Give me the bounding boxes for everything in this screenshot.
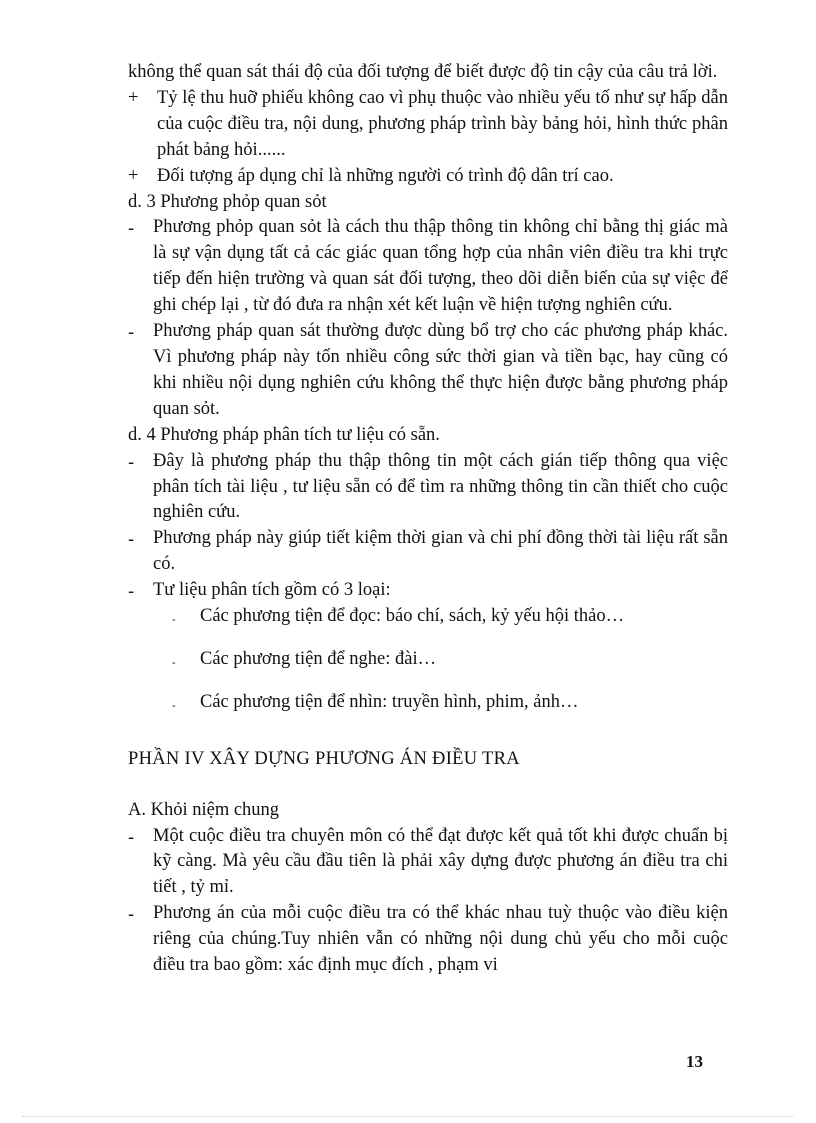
section-heading-d3: d. 3 Phương phỏp quan sỏt (128, 191, 327, 212)
sub-marker: - (172, 699, 176, 712)
sub-list-item-text: Các phương tiện để nghe: đài… (200, 648, 437, 669)
dash-marker: - (128, 825, 135, 847)
sub-list-item (128, 647, 728, 677)
sub-list-item (128, 604, 728, 634)
sub-list-item-text: Các phương tiện để nhìn: truyền hình, phim, ảnh… (200, 691, 579, 712)
section-heading-a: A. Khỏi niệm chung (128, 799, 280, 820)
page-number: 13 (686, 1052, 703, 1071)
list-item-text: Tư liệu phân tích gồm có 3 loại: (153, 580, 391, 601)
list-item-text: Phương án của mỗi cuộc điều tra có thể khác nhau tuỳ thuộc vào điều kiện riêng của chúng.Tuy nhiên vẫn có những nội dung chủ yếu cho mỗi cuộc điều tra bao gồm: xác định mục đích , phạm vi (153, 903, 728, 976)
list-item (128, 215, 728, 319)
list-item-text: Một cuộc điều tra chuyên môn có thể đạt được kết quả tốt khi được chuẩn bị kỹ càng. Mà yêu cầu đầu tiên là phải xây dựng được phương án điều tra chi tiết , tỷ mỉ. (153, 825, 728, 898)
plus-item-text: Tỷ lệ thu huỡ phiếu không cao vì phụ thuộc vào nhiều yếu tố như sự hấp dẫn của cuộc điều tra, nội dung, phương pháp trình bày bảng hỏi, hình thức phân phát bảng hỏi...... (157, 87, 728, 160)
plus-item (128, 164, 728, 190)
dash-marker: - (128, 321, 135, 343)
list-item-text: Phương pháp quan sát thường được dùng bổ trợ cho các phương pháp khác. Vì phương pháp này tốn nhiều công sức thời gian và tiền bạc, hay cũng có khi nhiều nội dụng nghiên cứu không thể thực hiện được bằng phương pháp quan sỏt. (153, 321, 728, 419)
dash-marker: - (128, 580, 135, 602)
list-item (128, 824, 728, 902)
plus-item-text: Đối tượng áp dụng chỉ là những người có trình độ dân trí cao. (157, 165, 614, 186)
sub-marker: - (172, 614, 176, 627)
dash-marker: - (128, 217, 135, 239)
dash-marker: - (128, 528, 135, 550)
plus-marker: + (128, 87, 139, 108)
list-item (128, 578, 728, 604)
list-item-text: Phương pháp này giúp tiết kiệm thời gian và chi phí đồng thời tài liệu rất sẵn có. (153, 528, 728, 575)
intro-paragraph: không thể quan sát thái độ của đối tượng để biết được độ tin cậy của câu trả lời. (128, 62, 718, 82)
list-item (128, 449, 728, 527)
list-item-text: Đây là phương pháp thu thập thông tin một cách gián tiếp thông qua việc phân tích tài liệu , tư liệu sẵn có để tìm ra những thông tin cần thiết cho cuộc nghiên cứu. (153, 450, 728, 523)
list-item (128, 901, 728, 979)
plus-item (128, 86, 728, 164)
sub-list-item-text: Các phương tiện để đọc: báo chí, sách, kỷ yếu hội thảo… (200, 606, 625, 627)
list-item (128, 526, 728, 578)
dash-marker: - (128, 450, 135, 472)
sub-marker: - (172, 656, 176, 669)
plus-marker: + (128, 165, 139, 186)
list-item-text: Phương phỏp quan sỏt là cách thu thập thông tin không chỉ bằng thị giác mà là sự vận dụng tất cả các giác quan tổng hợp của nhân viên điều tra khi trực tiếp đến hiện trường và quan sát đối tượng, theo dõi diễn biến của sự việc để ghi chép lại , từ đó đưa ra nhận xét kết luận về hiện tượng nghiên cứu. (153, 217, 728, 316)
bottom-divider (22, 1116, 794, 1117)
section-heading-d4: d. 4 Phương pháp phân tích tư liệu có sẵn. (128, 424, 440, 445)
dash-marker: - (128, 903, 135, 925)
sub-list-item (128, 690, 728, 720)
list-item (128, 319, 728, 423)
page-body (128, 60, 728, 979)
part-title: PHẦN IV XÂY DỰNG PHƯƠNG ÁN ĐIỀU TRA (128, 748, 520, 769)
